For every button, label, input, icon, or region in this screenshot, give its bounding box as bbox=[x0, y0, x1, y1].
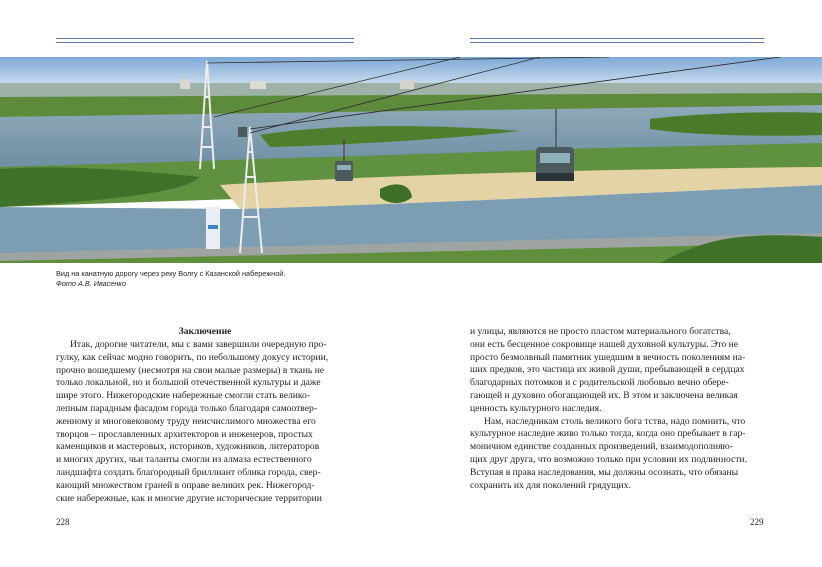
text-line: шире этого. Нижегородские набережные смогли стать велико- bbox=[56, 390, 311, 402]
text-line: творцов – прославленных архитекторов и инженеров, простых bbox=[56, 428, 313, 440]
text-line: ценность культурного наследия. bbox=[470, 402, 602, 414]
text-line: гающей и духовно обогащающей их. В этом и заключена великая bbox=[470, 389, 738, 401]
text-line: ские набережные, как и многие другие исторические территории bbox=[56, 492, 322, 504]
text-line: моничном единстве созданных произведений, взаимодополняю- bbox=[470, 441, 733, 453]
text-line: только локальной, но и большой отечественной культуры и даже bbox=[56, 377, 321, 389]
text-line: кающий множеством граней в оправе великих рек. Нижегород- bbox=[56, 479, 315, 491]
photo-caption bbox=[56, 269, 285, 289]
text-line: они есть бесценное сокровище нашей духовной культуры. Это не bbox=[470, 338, 739, 350]
text-line: женному и многовековому труду неисчислимого множества его bbox=[56, 415, 316, 427]
text-line: каменщиков и мастеровых, историков, художников, литераторов bbox=[56, 441, 320, 453]
text-line: гулку, как сейчас модно говорить, по небольшому докусу истории, bbox=[56, 351, 329, 363]
page-number-left: 228 bbox=[56, 517, 70, 527]
right-page-text bbox=[470, 326, 764, 492]
text-line: сохранить их для поколений грядущих. bbox=[470, 479, 631, 491]
section-heading: Заключение bbox=[178, 326, 232, 337]
text-line: ландшафта создать благородный бриллиант облика города, свер- bbox=[56, 466, 321, 478]
text-line: ших предков, это частица их живой души, пребывающей в сердцах bbox=[470, 364, 745, 376]
text-line: благодарных потомков и с родительской любовью вечно обере- bbox=[470, 377, 729, 389]
header-rule-right bbox=[470, 38, 764, 43]
volga-cable-car-photo bbox=[0, 57, 822, 263]
page-number-right: 229 bbox=[750, 517, 764, 527]
caption-text: Вид на канатную дорогу через реку Волгу с Казанской набережной. bbox=[56, 269, 286, 278]
text-line: щих друг друга, что возможно только при условии их подлинности. bbox=[470, 453, 747, 465]
left-page-text bbox=[56, 339, 354, 505]
text-line: Итак, дорогие читатели, мы с вами завершили очередную про- bbox=[70, 339, 327, 350]
photo-credit: Фото А.В. Ивасенко bbox=[56, 279, 126, 288]
text-line: лепным парадным фасадом города только благодаря самоотвер- bbox=[56, 402, 318, 414]
text-line: Нам, наследникам столь великого бога тства, надо помнить, что bbox=[484, 415, 746, 427]
text-line: и многих других, чьи таланты смогли из алмаза естественного bbox=[56, 454, 312, 466]
text-line: и улицы, являются не просто пластом материального богатства, bbox=[470, 326, 731, 337]
header-rule-left bbox=[56, 38, 354, 43]
text-line: культурное наследие живо только тогда, когда оно пребывает в гар- bbox=[470, 428, 746, 440]
text-line: просто безмолвный памятник ушедшим в вечность поколениям на- bbox=[470, 351, 746, 363]
text-line: Вступая в права наследования, мы должны осознать, что обязаны bbox=[470, 466, 739, 478]
text-line: прочно вошедшему (несмотря на свои малые размеры) в ткань не bbox=[56, 364, 325, 376]
